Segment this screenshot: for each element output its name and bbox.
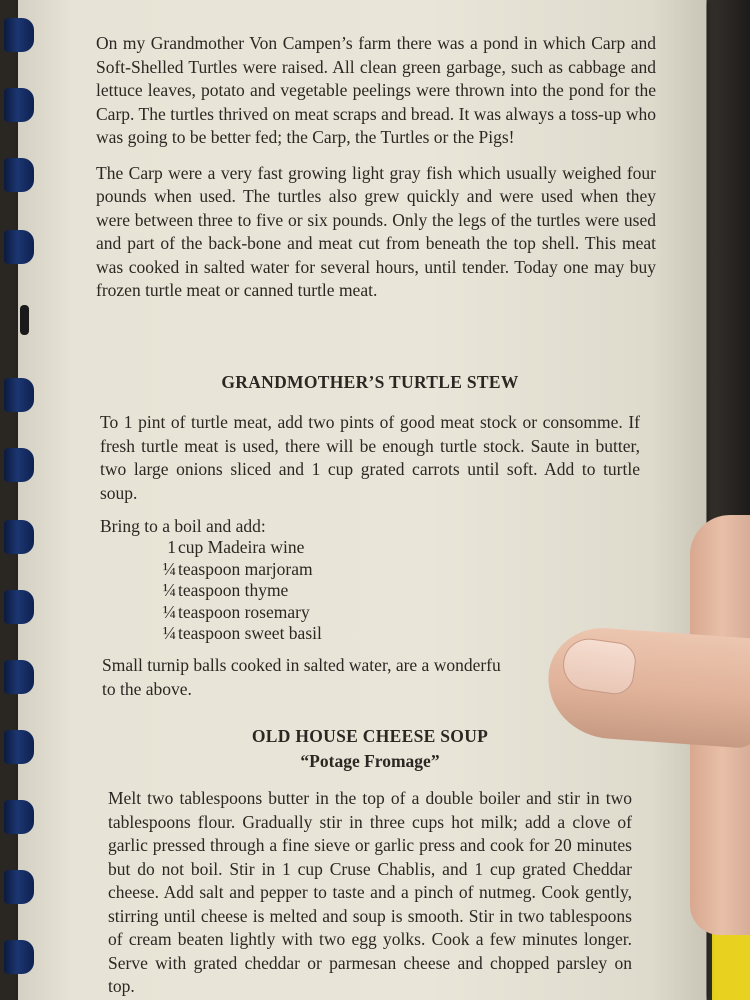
spiral-coil [4,448,34,482]
spiral-binding [0,0,40,1000]
turtle-stew-intro-paragraph: To 1 pint of turtle meat, add two pints of good meat stock or consomme. If fresh turtle meat is used, there will be enough turtle stock. Saute in butter, two large onions sliced and 1 cup grated carrots until soft. Add to turtle soup. [100,412,640,503]
spiral-coil [4,520,34,554]
spiral-coil [4,88,34,122]
binding-hole [20,305,29,335]
turtle-stew-intro [100,411,640,539]
story-paragraph-2: The Carp were a very fast growing light gray fish which usually weighed four pounds when used. The turtles also grew quickly and were used when they were between three to five or six pounds. Only the legs of the turtles were used and part of the back-bone and meat cut from beneath the top shell. This meat was cooked in salted water for several hours, until tender. Today one may buy frozen turtle meat or canned turtle meat. [96,162,656,300]
ingredient-row [140,537,322,559]
recipe-title-turtle-stew: GRANDMOTHER’S TURTLE STEW [221,372,519,392]
spiral-coil [4,730,34,764]
ingredient-item: teaspoon marjoram [178,558,313,579]
ingredient-row [140,580,322,602]
cheese-soup-paragraph: Melt two tablespoons butter in the top of a double boiler and stir in two tablespoons flour. Gradually stir in three cups hot milk; add a clove of garlic pressed through a fine sieve or garlic press and cook for 20 minutes but do not boil. Stir in 1 cup Cruse Chablis, and 1 cup grated Cheddar cheese. Add salt and pepper to taste and a pinch of nutmeg. Cook gently, stirring until cheese is melted and soup is smooth. Stir in two tablespoons of cream beaten lightly with two egg yolks. Cook a few minutes longer. Serve with grated cheddar or parmesan cheese and chopped parsley on top. [108,788,632,996]
ingredient-qty: ¼ [162,623,176,643]
spiral-coil [4,158,34,192]
turtle-stew-closing-line-2: to the above. [102,678,192,699]
ingredient-qty: ¼ [162,601,176,622]
ingredient-row [140,623,322,645]
spiral-coil [4,940,34,974]
spiral-coil [4,800,34,834]
turtle-stew-boil-line: Bring to a boil and add: [100,516,266,536]
ingredient-row [140,602,322,624]
spiral-coil [4,590,34,624]
turtle-stew-closing-line-1: Small turnip balls cooked in salted water, are a wonderfu [102,655,501,675]
recipe-title-cheese-soup: OLD HOUSE CHEESE SOUP [251,726,489,746]
ingredient-row [140,559,322,581]
story-paragraph-1: On my Grandmother Von Campen’s farm there was a pond in which Carp and Soft-Shelled Turtles were raised. All clean green garbage, such as cabbage and lettuce leaves, potato and vegetable peelings were thrown into the pond for the Carp. The turtles thrived on meat scraps and bread. It was always a toss-up who was going to be better fed; the Carp, the Turtles or the Pigs! [96,33,656,147]
spiral-coil [4,378,34,412]
ingredient-item: cup Madeira wine [178,537,305,557]
story-section [96,32,656,303]
ingredient-list [140,537,322,645]
ingredient-qty: 1 [167,537,176,557]
ingredient-qty: ¼ [162,558,176,579]
recipe-subtitle-cheese-soup: “Potage Fromage” [300,751,440,771]
spiral-coil [4,18,34,52]
ingredient-item: teaspoon rosemary [178,601,310,622]
ingredient-qty: ¼ [162,580,176,600]
ingredient-item: teaspoon thyme [178,580,289,600]
spiral-coil [4,660,34,694]
ingredient-item: teaspoon sweet basil [178,623,322,643]
background-yellow-object [712,925,750,1000]
cheese-soup-body [108,787,632,999]
spiral-coil [4,230,34,264]
spiral-coil [4,870,34,904]
